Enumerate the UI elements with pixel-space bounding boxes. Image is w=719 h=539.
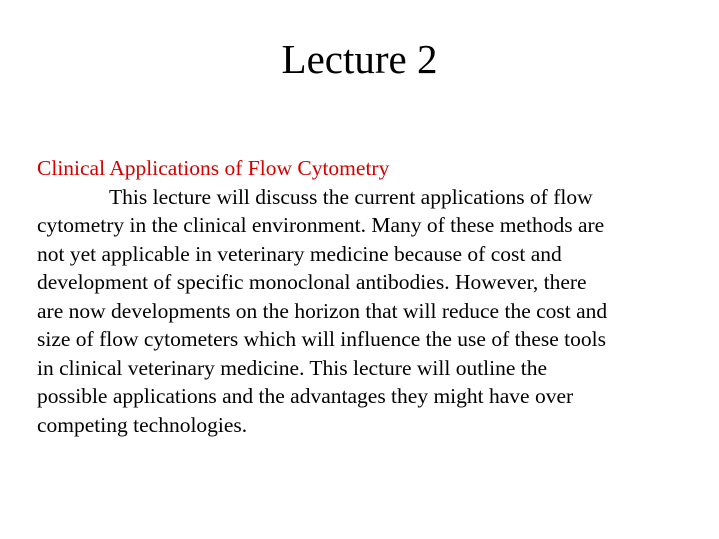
paragraph-line: possible applications and the advantages they might have over xyxy=(37,384,574,408)
slide-body xyxy=(37,154,687,439)
section-heading: Clinical Applications of Flow Cytometry xyxy=(37,156,390,180)
paragraph-line: not yet applicable in veterinary medicine because of cost and xyxy=(37,241,562,266)
paragraph-line: competing technologies. xyxy=(37,412,248,437)
slide-title: Lecture 2 xyxy=(281,36,438,82)
paragraph-line: cytometry in the clinical environment. Many of these methods are xyxy=(37,213,605,237)
paragraph-line: development of specific monoclonal antibodies. However, there xyxy=(37,270,587,294)
paragraph-line: are now developments on the horizon that will reduce the cost and xyxy=(37,298,608,323)
paragraph-line: size of flow cytometers which will influence the use of these tools xyxy=(37,327,606,351)
paragraph-line: in clinical veterinary medicine. This lecture will outline the xyxy=(37,355,548,380)
paragraph-line: This lecture will discuss the current applications of flow xyxy=(109,184,593,209)
